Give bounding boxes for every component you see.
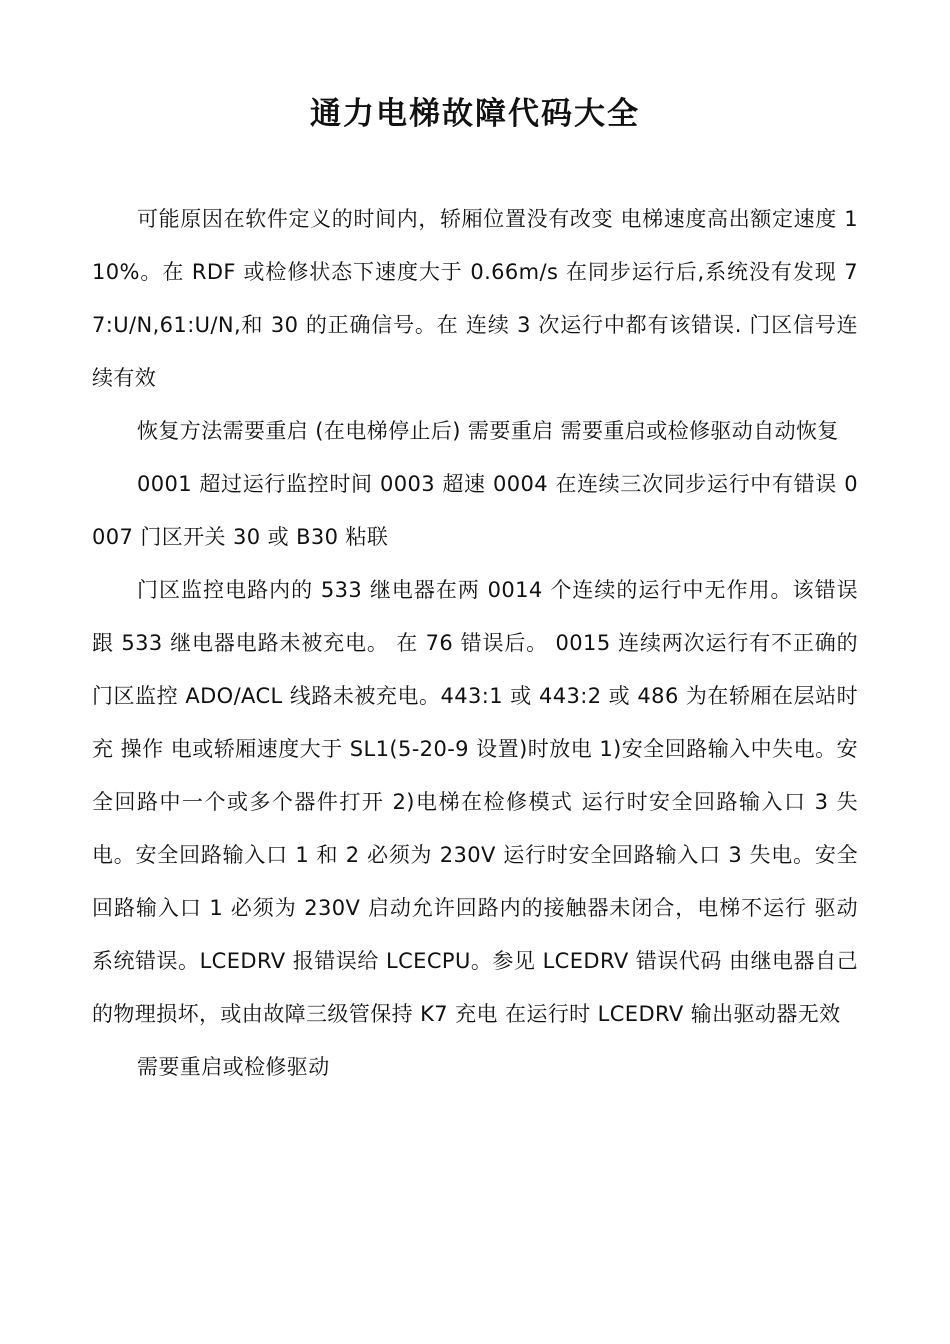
paragraph-restart-required: 需要重启或检修驱动 [137, 1055, 330, 1079]
paragraph-recovery-methods: 恢复方法需要重启 (在电梯停止后) 需要重启 需要重启或检修驱动自动恢复 [137, 419, 839, 443]
paragraph-fault-codes: 0001 超过运行监控时间 0003 超速 0004 在连续三次同步运行中有错误 0007 门区开关 30 或 B30 粘联 [92, 472, 858, 549]
paragraph-possible-causes: 可能原因在软件定义的时间内，轿厢位置没有改变 电梯速度高出额定速度 110%。在 RDF 或检修状态下速度大于 0.66m/s 在同步运行后,系统没有发现 77:U/N,61:U/N,和 30 的正确信号。在 连续 3 次运行中都有该错误. 门区信号连续有效 [92, 207, 858, 390]
document-title: 通力电梯故障代码大全 [310, 96, 640, 132]
document-body [92, 193, 858, 1094]
paragraph-door-zone-monitoring: 门区监控电路内的 533 继电器在两 0014 个连续的运行中无作用。该错误跟 533 继电器电路未被充电。 在 76 错误后。 0015 连续两次运行有不正确的门区监控 ADO/ACL 线路未被充电。443:1 或 443:2 或 486 为在轿厢在层站时充 操作 电或轿厢速度大于 SL1(5-20-9 设置)时放电 1)安全回路输入中失电。安全回路中一个或多个器件打开 2)电梯在检修模式 运行时安全回路输入口 3 失电。安全回路输入口 1 和 2 必须为 230V 运行时安全回路输入口 3 失电。安全回路输入口 1 必须为 230V 启动允许回路内的接触器未闭合，电梯不运行 驱动系统错误。LCEDRV 报错误给 LCECPU。参见 LCEDRV 错误代码 由继电器自己的物理损坏，或由故障三级管保持 K7 充电 在运行时 LCEDRV 输出驱动器无效 [92, 578, 858, 1026]
